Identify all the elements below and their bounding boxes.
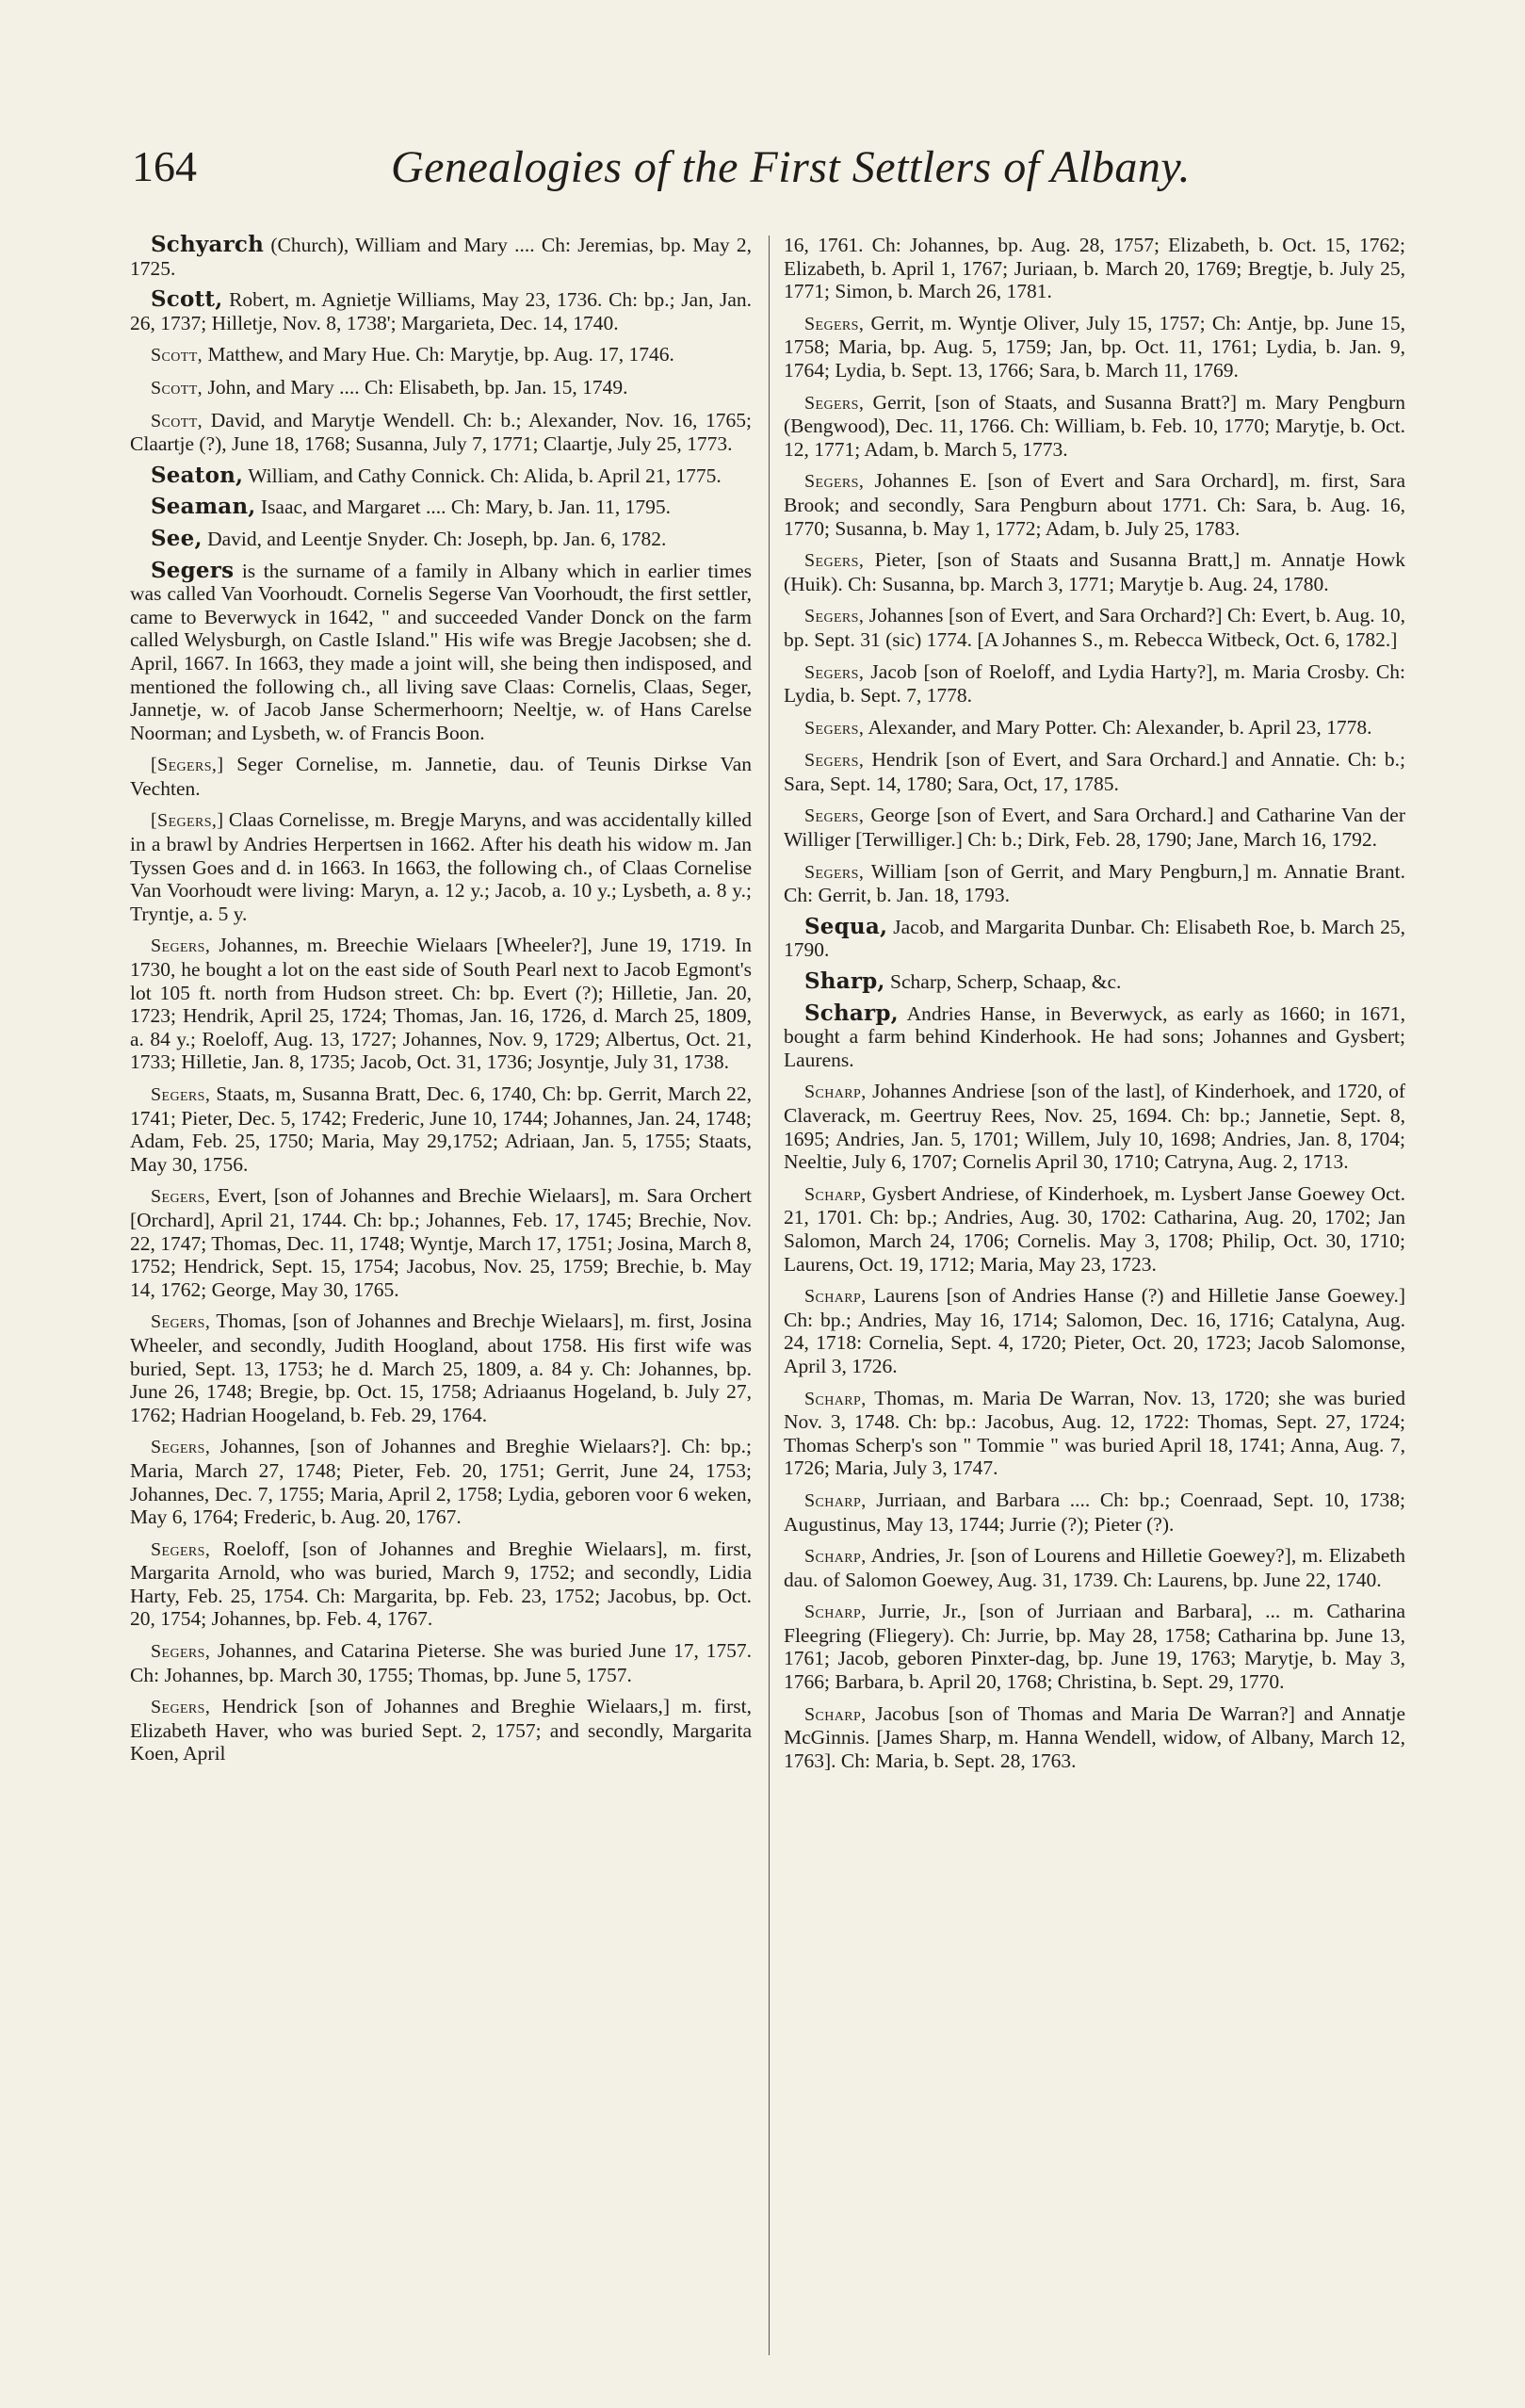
genealogy-entry xyxy=(130,1639,752,1686)
entry-text: (Church), William and Mary .... Ch: Jeremias, bp. May 2, 1725. xyxy=(130,234,752,280)
entry-surname: Segers, xyxy=(151,1311,211,1333)
entry-surname: Scott, xyxy=(151,377,203,399)
genealogy-entry xyxy=(784,1387,1405,1480)
entry-text: Staats, m, Susanna Bratt, Dec. 6, 1740, Ch: bp. Gerrit, March 22, 1741; Pieter, Dec. 5, 1742; Frederic, June 10, 1744; Johannes, Jan. 24, 1748; Adam, Feb. 25, 1750; Maria, May 29,1752; Adriaan, Jan. 5, 1755; Staats, May 30, 1756. xyxy=(130,1082,752,1176)
entry-text: Johannes E. [son of Evert and Sara Orchard], m. first, Sara Brook; and secondly, Sara Pengburn about 1771. Ch: Sara, b. Aug. 16, 1770; Susanna, b. May 1, 1772; Adam, b. July 25, 1783. xyxy=(784,469,1405,540)
genealogy-entry xyxy=(784,1600,1405,1693)
entry-text: Andries Hanse, in Beverwyck, as early as 1660; in 1671, bought a farm behind Kinderhook. He had sons; Johannes and Gysbert; Laurens. xyxy=(784,1001,1405,1071)
entry-surname: Segers, xyxy=(151,1538,211,1560)
genealogy-entry xyxy=(130,808,752,925)
entry-surname: Scharp, xyxy=(804,1286,867,1308)
entry-text: Andries, Jr. [son of Lourens and Hilletie Goewey?], m. Elizabeth dau. of Salomon Goewey, Aug. 31, 1739. Ch: Laurens, bp. June 22, 1740. xyxy=(784,1544,1405,1591)
entry-text: Isaac, and Margaret .... Ch: Mary, b. Jan. 11, 1795. xyxy=(255,496,671,519)
entry-text: Seger Cornelise, m. Jannetie, dau. of Teunis Dirkse Van Vechten. xyxy=(130,753,752,800)
surname-heading: Sharp, xyxy=(804,968,885,995)
entry-surname: Segers, xyxy=(151,1084,211,1105)
entry-text: Thomas, [son of Johannes and Brechje Wielaars], m. first, Josina Wheeler, and secondly, Judith Hoogland, about 1758. His first wife was buried, Sept. 13, 1753; he d. March 25, 1809, a. 84 y. Ch: Johannes, bp. June 26, 1748; Bregie, bp. Oct. 15, 1758; Adriaanus Hogeland, b. July 27, 1762; Hadrian Hoogeland, b. Feb. 29, 1764. xyxy=(130,1310,752,1426)
entry-surname: Segers, xyxy=(804,392,865,414)
entry-surname: Segers, xyxy=(804,805,865,827)
surname-heading: Segers xyxy=(151,557,235,583)
left-column xyxy=(130,234,752,1774)
genealogy-entry xyxy=(130,1695,752,1765)
running-title: Genealogies of the First Settlers of Albany. xyxy=(391,142,1192,192)
genealogy-entry xyxy=(130,1310,752,1426)
entry-text: 16, 1761. Ch: Johannes, bp. Aug. 28, 1757; Elizabeth, b. Oct. 15, 1762; Elizabeth, b. April 1, 1767; Juriaan, b. March 20, 1769; Bregtje, b. July 25, 1771; Simon, b. March 26, 1781. xyxy=(784,234,1405,303)
entry-text: Johannes, and Catarina Pieterse. She was buried June 17, 1757. Ch: Johannes, bp. March 30, 1755; Thomas, bp. June 5, 1757. xyxy=(130,1639,752,1686)
genealogy-entry xyxy=(784,970,1405,994)
genealogy-entry xyxy=(784,1544,1405,1591)
genealogy-entry xyxy=(130,934,752,1074)
genealogy-entry xyxy=(784,312,1405,382)
entry-surname: Segers, xyxy=(804,861,865,883)
genealogy-entry xyxy=(130,343,752,367)
genealogy-entry xyxy=(784,1002,1405,1072)
genealogy-entry xyxy=(130,1082,752,1176)
entry-text: William, and Cathy Connick. Ch: Alida, b. April 21, 1775. xyxy=(243,464,722,487)
entry-text: Jacob, and Margarita Dunbar. Ch: Elisabeth Roe, b. March 25, 1790. xyxy=(784,915,1405,962)
page-number: 164 xyxy=(132,142,197,190)
entry-text: Jurriaan, and Barbara .... Ch: bp.; Coenraad, Sept. 10, 1738; Augustinus, May 13, 1744; Jurrie (?); Pieter (?). xyxy=(784,1488,1405,1536)
entry-text: Claas Cornelisse, m. Bregje Maryns, and was accidentally killed in a brawl by Andries Herpertsen in 1662. After his death his widow m. Jan Tyssen Goes and d. in 1663. In 1663, the following ch., of Claas Cornelise Van Voorhoudt were living: Maryn, a. 12 y.; Jacob, a. 10 y.; Lysbeth, a. 8 y.; Tryntje, a. 5 y. xyxy=(130,808,752,925)
entry-text: Hendrik [son of Evert, and Sara Orchard.] and Annatie. Ch: b.; Sara, Sept. 14, 1780; Sara, Oct, 17, 1785. xyxy=(784,748,1405,795)
entry-surname: Scharp, xyxy=(804,1602,867,1623)
genealogy-entry xyxy=(784,548,1405,595)
entry-text: Johannes, [son of Johannes and Breghie Wielaars?]. Ch: bp.; Maria, March 27, 1748; Pieter, Feb. 20, 1751; Gerrit, June 24, 1753; Johannes, Dec. 7, 1755; Maria, April 2, 1758; Lydia, geboren voor 6 weken, May 6, 1764; Frederic, b. Aug. 20, 1767. xyxy=(130,1435,752,1529)
page-header xyxy=(132,141,1432,207)
genealogy-entry xyxy=(784,860,1405,907)
genealogy-entry xyxy=(784,913,1405,962)
entry-surname: Scharp, xyxy=(804,1546,867,1568)
entry-text: Evert, [son of Johannes and Brechie Wielaars], m. Sara Orchert [Orchard], April 21, 1744. Ch: bp.; Johannes, Feb. 17, 1745; Brechie, Nov. 22, 1747; Thomas, Dec. 11, 1748; Wyntje, March 17, 1751; Josina, March 8, 1752; Hendrick, Sept. 15, 1754; Jacobus, Nov. 25, 1759; Brechie, b. May 14, 1762; George, May 30, 1765. xyxy=(130,1184,752,1301)
entry-surname: [Segers,] xyxy=(151,755,224,776)
genealogy-entry xyxy=(784,469,1405,540)
entry-surname: Segers, xyxy=(804,313,865,334)
surname-heading: See, xyxy=(151,525,203,551)
entry-surname: Segers, xyxy=(804,471,865,493)
genealogy-entry xyxy=(784,804,1405,851)
entry-surname: Segers, xyxy=(151,1437,211,1458)
entry-surname: Segers, xyxy=(151,1697,211,1718)
entry-surname: Scharp, xyxy=(804,1082,867,1103)
genealogy-entry xyxy=(130,1184,752,1301)
column-divider xyxy=(769,236,770,2355)
surname-heading: Schyarch xyxy=(151,232,265,257)
genealogy-entry xyxy=(130,464,752,488)
genealogy-entry xyxy=(130,557,752,745)
entry-surname: Scharp, xyxy=(804,1388,867,1409)
entry-surname: Segers, xyxy=(151,1186,211,1208)
genealogy-entry xyxy=(130,234,752,280)
surname-heading: Seaton, xyxy=(151,462,244,488)
entry-surname: Scharp, xyxy=(804,1489,867,1511)
genealogy-entry xyxy=(784,1182,1405,1276)
entry-surname: Segers, xyxy=(151,936,211,957)
right-column xyxy=(784,234,1405,1781)
genealogy-entry xyxy=(130,1435,752,1528)
entry-text: David, and Marytje Wendell. Ch: b.; Alexander, Nov. 16, 1765; Claartje (?), June 18, 1768; Susanna, July 7, 1771; Claartje, July 25, 1773. xyxy=(130,408,752,456)
genealogy-entry xyxy=(130,525,752,551)
entry-text: Johannes Andriese [son of the last], of Kinderhoek, and 1720, of Claverack, m. Geertruy Rees, Nov. 25, 1694. Ch: bp.; Jannetie, Sept. 8, 1695; Andries, Jan. 5, 1701; Willem, July 10, 1698; Andries, Jan. 8, 1704; Neeltie, July 6, 1707; Cornelis April 30, 1710; Catryna, Aug. 2, 1713. xyxy=(784,1080,1405,1174)
genealogy-entry xyxy=(784,1284,1405,1377)
entry-surname: Segers, xyxy=(804,661,865,683)
genealogy-entry xyxy=(130,376,752,400)
genealogy-entry xyxy=(784,748,1405,795)
entry-text: Roeloff, [son of Johannes and Breghie Wielaars], m. first, Margarita Arnold, who was buried, March 9, 1752; and secondly, Lidia Harty, Feb. 25, 1754. Ch: Margarita, bp. Feb. 23, 1752; Jacobus, bp. Oct. 20, 1754; Johannes, bp. Feb. 4, 1767. xyxy=(130,1537,752,1631)
entry-surname: Segers, xyxy=(804,550,865,572)
entry-text: Jacob [son of Roeloff, and Lydia Harty?], m. Maria Crosby. Ch: Lydia, b. Sept. 7, 1778. xyxy=(784,659,1405,708)
entry-text: Gerrit, m. Wyntje Oliver, July 15, 1757; Ch: Antje, bp. June 15, 1758; Maria, bp. Aug. 5, 1759; Jan, bp. Oct. 11, 1761; Lydia, b. Jan. 9, 1764; Lydia, b. Sept. 13, 1766; Sara, b. March 11, 1769. xyxy=(784,311,1405,382)
genealogy-entry xyxy=(130,409,752,456)
entry-surname: [Segers,] xyxy=(151,810,224,832)
genealogy-entry xyxy=(784,660,1405,708)
entry-text: Robert, m. Agnietje Williams, May 23, 1736. Ch: bp.; Jan, Jan. 26, 1737; Hilletje, Nov. 8, 1738'; Margarieta, Dec. 14, 1740. xyxy=(130,288,752,334)
entry-surname: Scott, xyxy=(151,410,203,431)
entry-text: Gysbert Andriese, of Kinderhoek, m. Lysbert Janse Goewey Oct. 21, 1701. Ch: bp.; Andries, Aug. 30, 1702: Catharina, Aug. 20, 1702; Jan Salomon, March 24, 1706; Cornelis. May 3, 1708; Philip, Oct. 30, 1710; Laurens, Oct. 19, 1712; Maria, May 23, 1723. xyxy=(784,1181,1405,1276)
surname-heading: Seaman, xyxy=(151,494,256,520)
entry-text: Johannes [son of Evert, and Sara Orchard?] Ch: Evert, b. Aug. 10, bp. Sept. 31 (sic) 1774. [A Johannes S., m. Rebecca Witbeck, Oct. 6, 1782.] xyxy=(784,604,1405,651)
surname-heading: Scharp, xyxy=(804,1000,899,1026)
entry-text: George [son of Evert, and Sara Orchard.] and Catharine Van der Williger [Terwilliger.] Ch: b.; Dirk, Feb. 28, 1790; Jane, March 16, 1792. xyxy=(784,804,1405,852)
genealogy-entry xyxy=(130,288,752,334)
entry-text: Thomas, m. Maria De Warran, Nov. 13, 1720; she was buried Nov. 3, 1748. Ch: bp.: Jacobus, Aug. 12, 1722: Thomas, Sept. 27, 1724; Thomas Scherp's son " Tommie " was buried April 18, 1741; Anna, Aug. 7, 1726; Maria, July 3, 1747. xyxy=(784,1386,1405,1480)
entry-text: Pieter, [son of Staats and Susanna Bratt,] m. Annatje Howk (Huik). Ch: Susanna, bp. March 3, 1771; Marytje b. Aug. 24, 1780. xyxy=(784,548,1405,595)
entry-text: Johannes, m. Breechie Wielaars [Wheeler?], June 19, 1719. In 1730, he bought a lot on the east side of South Pearl next to Jacob Egmont's lot 105 ft. north from Hudson street. Ch: bp. Evert (?); Hilletie, Jan. 20, 1723; Hendrik, April 25, 1724; Thomas, Jan. 16, 1726, d. March 25, 1809, a. 84 y.; Roeloff, Aug. 13, 1727; Johannes, Nov. 9, 1729; Albertus, Oct. 21, 1733; Hilletie, Jan. 8, 1735; Jacob, Oct. 31, 1736; Josyntje, July 31, 1738. xyxy=(130,934,752,1074)
entry-text: Gerrit, [son of Staats, and Susanna Bratt?] m. Mary Pengburn (Bengwood), Dec. 11, 1766. Ch: William, b. Feb. 10, 1770; Marytje, b. Oct. 12, 1771; Adam, b. March 5, 1773. xyxy=(784,390,1405,461)
genealogy-entry xyxy=(130,496,752,519)
genealogy-entry xyxy=(784,604,1405,651)
entry-text: David, and Leentje Snyder. Ch: Joseph, bp. Jan. 6, 1782. xyxy=(202,527,667,550)
entry-surname: Scott, xyxy=(151,345,203,366)
entry-surname: Segers, xyxy=(804,606,865,627)
entry-text: Scharp, Scherp, Schaap, &c. xyxy=(884,970,1122,994)
entry-text: William [son of Gerrit, and Mary Pengburn,] m. Annatie Brant. Ch: Gerrit, b. Jan. 18, 1793. xyxy=(784,859,1405,907)
entry-text: Laurens [son of Andries Hanse (?) and Hilletie Janse Goewey.] Ch: bp.; Andries, May 16, 1714; Salomon, Dec. 16, 1716; Catalyna, Aug. 24, 1718: Cornelia, Sept. 4, 1720; Pieter, Oct. 20, 1723; Jacob Salomonse, April 3, 1726. xyxy=(784,1284,1405,1377)
entry-text: Jacobus [son of Thomas and Maria De Warran?] and Annatje McGinnis. [James Sharp, m. Hanna Wendell, widow, of Albany, March 12, 1763]. Ch: Maria, b. Sept. 28, 1763. xyxy=(784,1701,1405,1772)
entry-surname: Segers, xyxy=(804,717,865,739)
entry-surname: Scharp, xyxy=(804,1703,867,1725)
entry-text: is the surname of a family in Albany which in earlier times was called Van Voorhoudt. Cornelis Segerse Van Voorhoudt, the first settler, came to Beverwyck in 1642, " and succeeded Vander Donck on the farm called Welysburgh, on Castle Island." His wife was Bregje Jacobsen; she d. April, 1667. In 1663, they made a joint will, she being then indisposed, and mentioned the following ch., all living save Claas: Cornelis, Claas, Seger, Jannetje, w. of Jacob Janse Schermerhoorn; Neeltje, w. of Hans Carelse Noorman; and Lysbeth, w. of Francis Boon. xyxy=(130,559,752,744)
entry-surname: Segers, xyxy=(151,1641,211,1663)
surname-heading: Scott, xyxy=(151,286,223,313)
entry-text: Hendrick [son of Johannes and Breghie Wielaars,] m. first, Elizabeth Haver, who was buried Sept. 2, 1757; and secondly, Margarita Koen, April xyxy=(130,1695,752,1765)
entry-surname: Segers, xyxy=(804,750,865,772)
genealogy-entry xyxy=(784,234,1405,303)
entry-text: John, and Mary .... Ch: Elisabeth, bp. Jan. 15, 1749. xyxy=(203,375,628,399)
genealogy-entry xyxy=(130,753,752,800)
entry-text: Matthew, and Mary Hue. Ch: Marytje, bp. Aug. 17, 1746. xyxy=(203,343,674,366)
genealogy-entry xyxy=(130,1538,752,1631)
entry-surname: Scharp, xyxy=(804,1183,867,1205)
genealogy-entry xyxy=(784,391,1405,462)
genealogy-entry xyxy=(784,1489,1405,1536)
entry-text: Jurrie, Jr., [son of Jurriaan and Barbara], ... m. Catharina Fleegring (Fliegery). Ch: Jurrie, bp. May 28, 1758; Catharina bp. June 13, 1761; Jacob, geboren Pinxter-dag, bp. June 19, 1763; Marytje, b. May 3, 1766; Barbara, b. April 20, 1768; Christina, b. Sept. 29, 1770. xyxy=(784,1600,1405,1694)
genealogy-entry xyxy=(784,716,1405,740)
genealogy-entry xyxy=(784,1702,1405,1773)
surname-heading: Sequa, xyxy=(804,913,888,939)
genealogy-entry xyxy=(784,1080,1405,1173)
entry-text: Alexander, and Mary Potter. Ch: Alexander, b. April 23, 1778. xyxy=(864,715,1372,739)
